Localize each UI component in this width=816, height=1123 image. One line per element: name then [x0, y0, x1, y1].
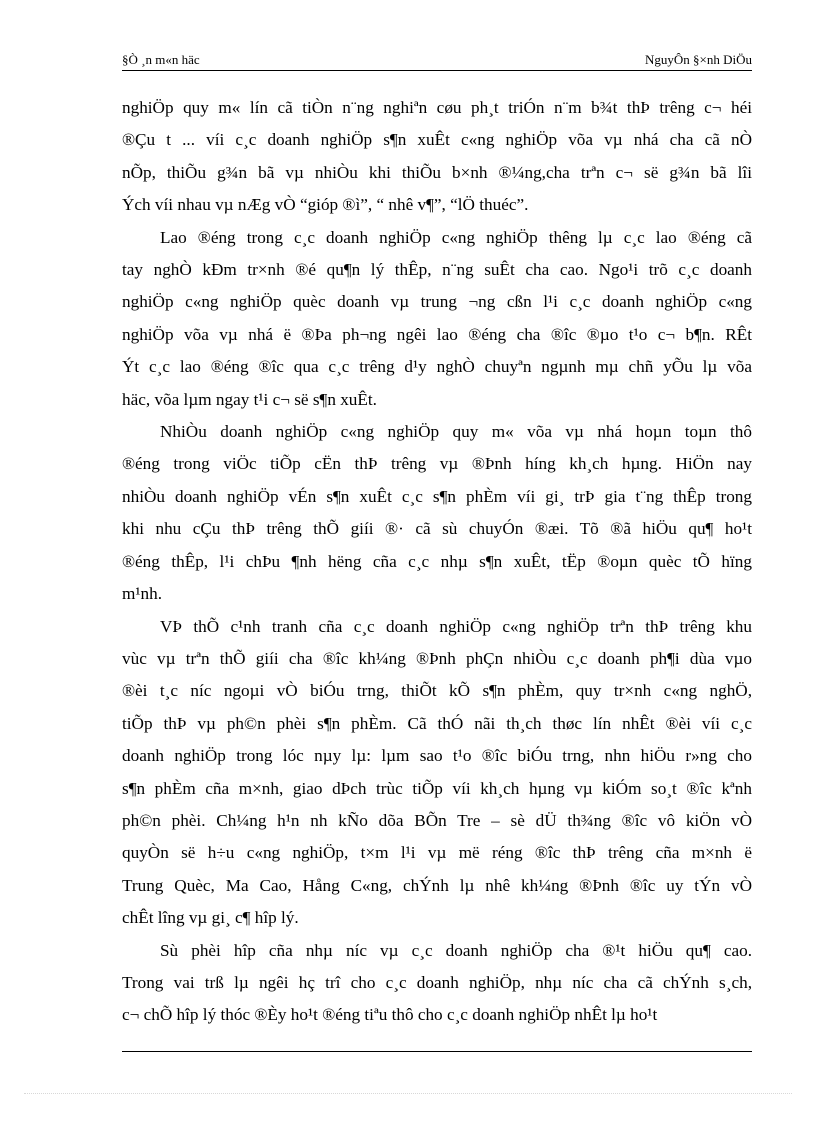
text-line: vùc vµ trªn thÕ giíi cha ®îc kh¼ng ®Þnh phÇn nhiÒu c¸c doanh ph¶i dùa vµo: [122, 648, 752, 668]
text-line: Ýt c¸c lao ®éng ®îc qua c¸c trêng d¹y nghÒ chuyªn ngµnh mµ chñ yÕu lµ võa: [122, 357, 752, 377]
text-line: VÞ thÕ c¹nh tranh cña c¸c doanh nghiÖp c«ng nghiÖp trªn thÞ trêng khu: [160, 616, 752, 636]
text-line: Sù phèi hîp cña nhµ níc vµ c¸c doanh nghiÖp cha ®¹t hiÖu qu¶ cao.: [160, 940, 752, 960]
text-line: nghiÖp c«ng nghiÖp quèc doanh vµ trung ¬ng cßn l¹i c¸c doanh nghiÖp c«ng: [122, 292, 752, 312]
text-line: ®Çu t ... víi c¸c doanh nghiÖp s¶n xuÊt c«ng nghiÖp võa vµ nhá cha cã nÒ: [122, 130, 752, 150]
text-line: Ých víi nhau vµ nÆg vÒ “gióp ®ì”, “ nhê v¶”, “lÖ thuéc”.: [122, 195, 529, 215]
text-line: nÕp, thiÕu g¾n bã vµ nhiÒu khi thiÕu b×nh ®¼ng,cha trªn c¬ së g¾n bã lîi: [122, 162, 752, 182]
text-line: ®éng thÊp, l¹i chÞu ¶nh hëng cña c¸c nhµ s¶n xuÊt, tËp ®oµn quèc tÕ hïng: [122, 551, 752, 571]
text-line: quyÒn së h÷u c«ng nghiÖp, t×m l¹i vµ më réng ®îc thÞ trêng cña m×nh ë: [122, 843, 752, 863]
text-line: Trong vai trß lµ ngêi hç trî cho c¸c doanh nghiÖp, nhµ níc cha cã chÝnh s¸ch,: [122, 972, 752, 992]
page-edge-divider: [24, 1093, 792, 1094]
text-line: s¶n phÈm cña m×nh, giao dÞch trùc tiÕp víi kh¸ch hµng vµ kiÓm so¸t ®îc kªnh: [122, 778, 752, 798]
page-header: [122, 50, 752, 71]
text-line: tay nghÒ kÐm tr×nh ®é qu¶n lý thÊp, n¨ng suÊt cha cao. Ngo¹i trõ c¸c doanh: [122, 260, 752, 280]
header-title: §Ò ¸n m«n häc: [122, 52, 200, 67]
text-line: chÊt lîng vµ gi¸ c¶ hîp lý.: [122, 908, 299, 928]
body-text: [122, 92, 752, 1032]
text-line: ph©n phèi. Ch¼ng h¹n nh kÑo dõa BÕn Tre – sè dÜ th¾ng ®îc vô kiÖn vÒ: [122, 810, 752, 830]
text-line: nghiÖp võa vµ nhá ë ®Þa ph¬ng ngêi lao ®éng cha ®îc ®µo t¹o c¬ b¶n. RÊt: [122, 324, 752, 344]
paragraph: [122, 611, 752, 935]
text-line: nghiÖp quy m« lín cã tiÒn n¨ng nghiªn cøu ph¸t triÓn n¨m b¾t thÞ trêng c¬ héi: [122, 98, 752, 117]
text-line: nhiÒu doanh nghiÖp vÉn s¶n xuÊt c¸c s¶n phÈm víi gi¸ trÞ gia t¨ng thÊp trong: [122, 486, 752, 506]
text-line: Lao ®éng trong c¸c doanh nghiÖp c«ng nghiÖp thêng lµ c¸c lao ®éng cã: [160, 227, 752, 247]
text-line: ®èi t¸c níc ngoµi vÒ biÓu trng, thiÕt kÕ s¶n phÈm, quy tr×nh c«ng nghÖ,: [122, 681, 752, 701]
text-line: doanh nghiÖp trong lóc nµy lµ: lµm sao t¹o ®îc biÓu trng, nhn hiÖu r»ng cho: [122, 746, 752, 766]
text-line: ®éng trong viÖc tiÕp cËn thÞ trêng vµ ®Þnh híng kh¸ch hµng. HiÖn nay: [122, 454, 752, 474]
text-line: häc, võa lµm ngay t¹i c¬ së s¶n xuÊt.: [122, 389, 377, 409]
paragraph: [122, 222, 752, 416]
text-line: NhiÒu doanh nghiÖp c«ng nghiÖp quy m« võa vµ nhá hoµn toµn thô: [160, 422, 752, 442]
text-line: khi nhu cÇu thÞ trêng thÕ giíi ®· cã sù chuyÓn ®æi. Tõ ®ã hiÖu qu¶ ho¹t: [122, 519, 752, 539]
text-line: Trung Quèc, Ma Cao, Hång C«ng, chÝnh lµ nhê kh¼ng ®Þnh ®îc uy tÝn vÒ: [122, 875, 752, 895]
paragraph: [122, 416, 752, 610]
header-author: NguyÔn §×nh DiÖu: [645, 52, 752, 67]
paragraph: [122, 935, 752, 1032]
text-line: c¬ chÕ hîp lý thóc ®Èy ho¹t ®éng tiªu thô cho c¸c doanh nghiÖp nhÊt lµ ho¹t: [122, 1005, 658, 1025]
paragraph: [122, 92, 752, 222]
footer-rule: [122, 1051, 752, 1052]
text-line: m¹nh.: [122, 584, 163, 604]
text-line: tiÕp thÞ vµ ph©n phèi s¶n phÈm. Cã thÓ nãi th¸ch thøc lín nhÊt ®èi víi c¸c: [122, 713, 752, 733]
